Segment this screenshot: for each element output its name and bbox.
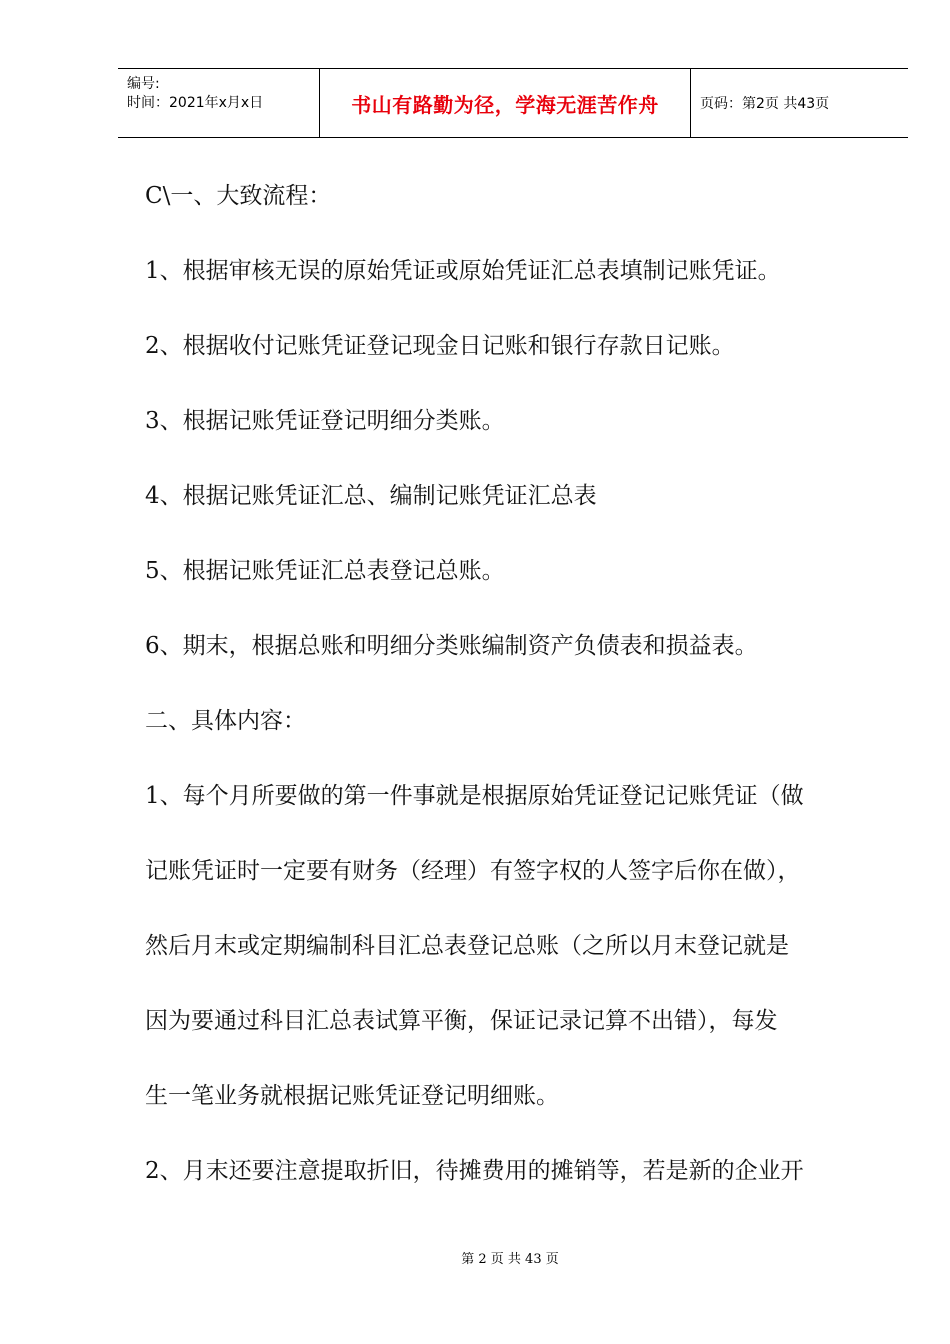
- body-line: 3、根据记账凭证登记明细分类账。: [145, 408, 505, 434]
- body-line: C\一、大致流程：: [145, 183, 332, 209]
- header-page-number: 页码：第2页 共43页: [700, 96, 830, 112]
- body-line: 2、根据收付记账凭证登记现金日记账和银行存款日记账。: [145, 333, 735, 359]
- document-body: [145, 170, 885, 1220]
- body-line: 然后月末或定期编制科目汇总表登记总账（之所以月末登记就是: [145, 933, 789, 959]
- body-line: 因为要通过科目汇总表试算平衡，保证记录记算不出错），每发: [145, 1008, 778, 1034]
- body-line: 4、根据记账凭证汇总、编制记账凭证汇总表: [145, 483, 597, 509]
- body-line: 记账凭证时一定要有财务（经理）有签字权的人签字后你在做），: [145, 858, 801, 884]
- header-page-cell: [691, 69, 908, 137]
- body-line: 二、具体内容：: [145, 708, 306, 734]
- body-line: 1、每个月所要做的第一件事就是根据原始凭证登记记账凭证（做: [145, 783, 804, 809]
- body-line: 1、根据审核无误的原始凭证或原始凭证汇总表填制记账凭证。: [145, 258, 781, 284]
- header-motto-cell: [319, 69, 691, 137]
- document-number-label: 编号:: [127, 76, 160, 92]
- document-time-label: 时间：2021年x月x日: [127, 95, 264, 111]
- footer-page-number: 第 2 页 共 43 页: [461, 1252, 559, 1267]
- body-line: 5、根据记账凭证汇总表登记总账。: [145, 558, 505, 584]
- header-meta-cell: [118, 69, 319, 137]
- body-line: 生一笔业务就根据记账凭证登记明细账。: [145, 1083, 559, 1109]
- page-footer: [0, 1248, 950, 1268]
- page-header: [118, 68, 908, 138]
- body-line: 6、期末，根据总账和明细分类账编制资产负债表和损益表。: [145, 633, 758, 659]
- body-line: 2、月末还要注意提取折旧，待摊费用的摊销等，若是新的企业开: [145, 1158, 804, 1184]
- header-motto: 书山有路勤为径，学海无涯苦作舟: [351, 92, 659, 117]
